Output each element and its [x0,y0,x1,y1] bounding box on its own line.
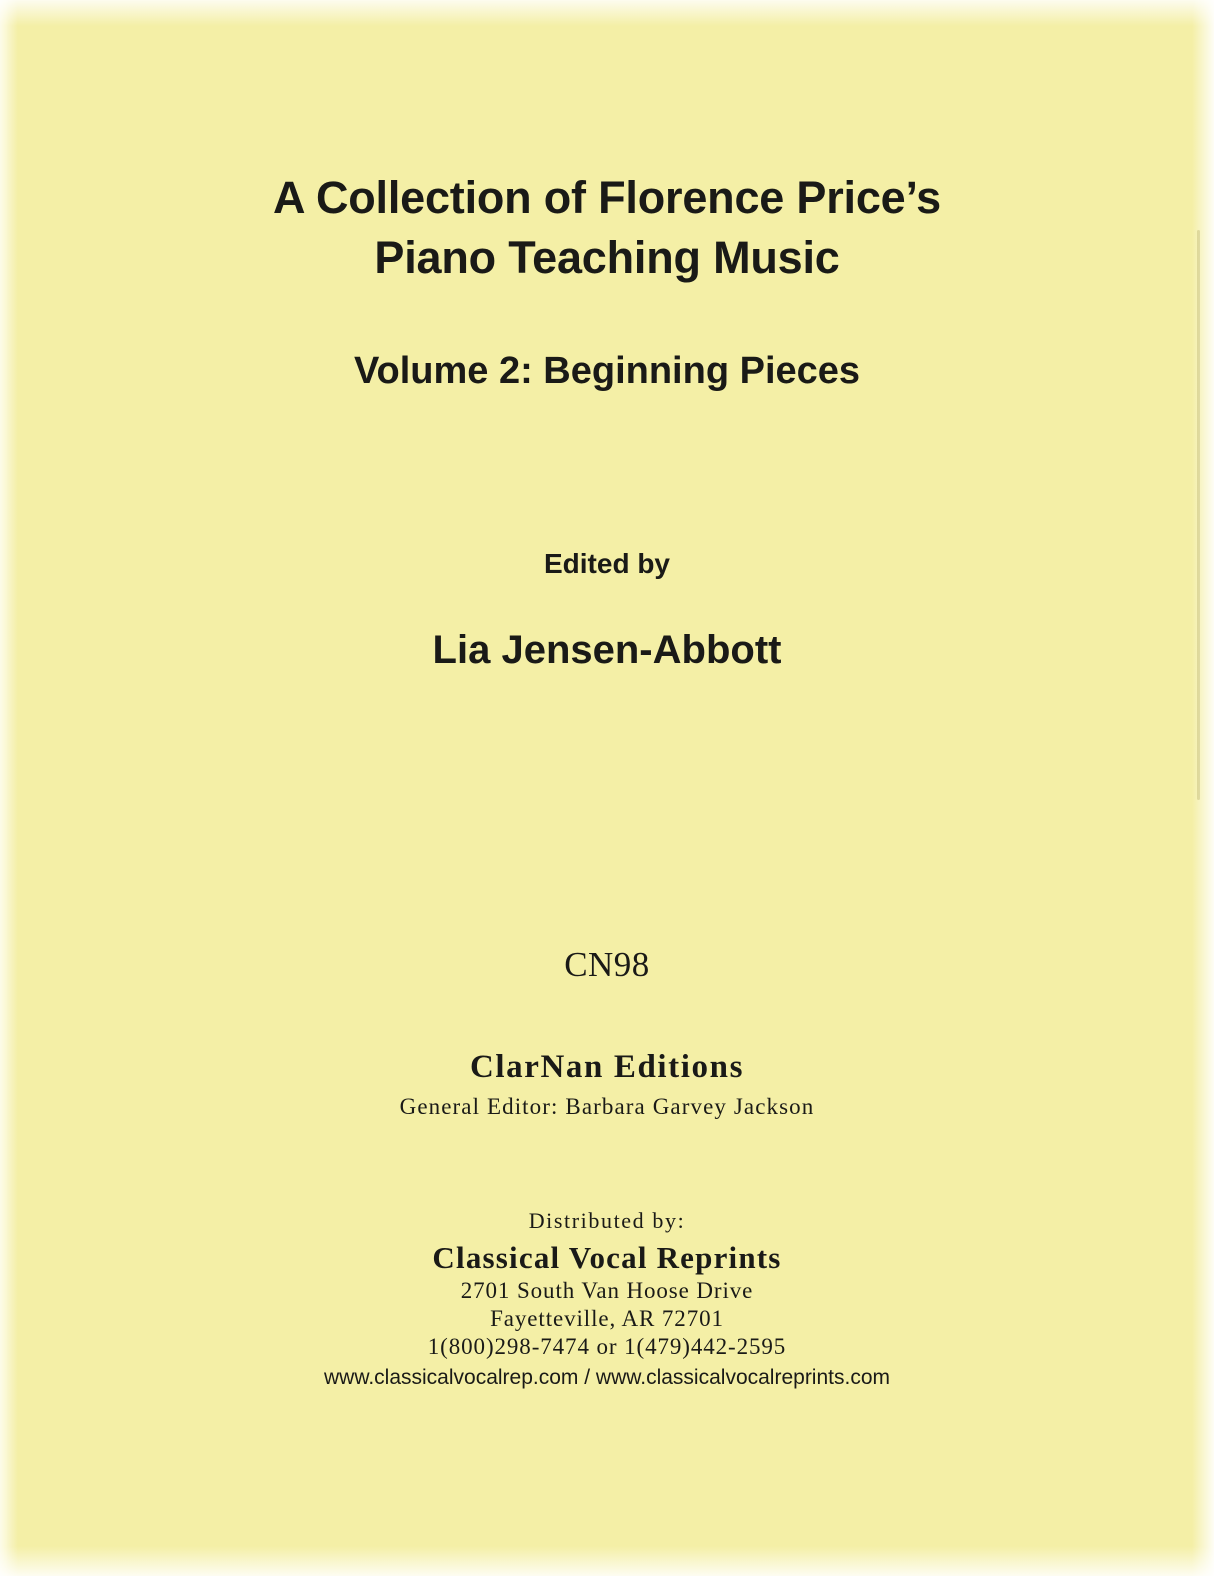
general-editor-line: General Editor: Barbara Garvey Jackson [399,1093,815,1119]
publisher-name: ClarNan Editions [469,1048,745,1085]
distributor-address-line-1: 2701 South Van Hoose Drive [460,1277,754,1303]
distributor-phone: 1(800)298-7474 or 1(479)442-2595 [427,1333,787,1359]
publisher-block [0,1049,1214,1120]
distributor-websites: www.classicalvocalrep.com / www.classicalvocalreprints.com [324,1365,890,1389]
title-block [0,0,1214,393]
book-title-line-1: A Collection of Florence Price’s [273,172,941,223]
catalog-number: CN98 [564,944,650,984]
volume-subtitle: Volume 2: Beginning Pieces [353,349,861,392]
distributor-block [0,1208,1214,1390]
edited-by-label: Edited by [543,547,670,579]
editor-name: Lia Jensen-Abbott [432,627,782,672]
distributor-address-line-2: Fayetteville, AR 72701 [490,1305,724,1331]
book-title-line-2: Piano Teaching Music [374,231,840,283]
distributor-name: Classical Vocal Reprints [432,1239,782,1275]
distributed-by-label: Distributed by: [528,1207,686,1233]
